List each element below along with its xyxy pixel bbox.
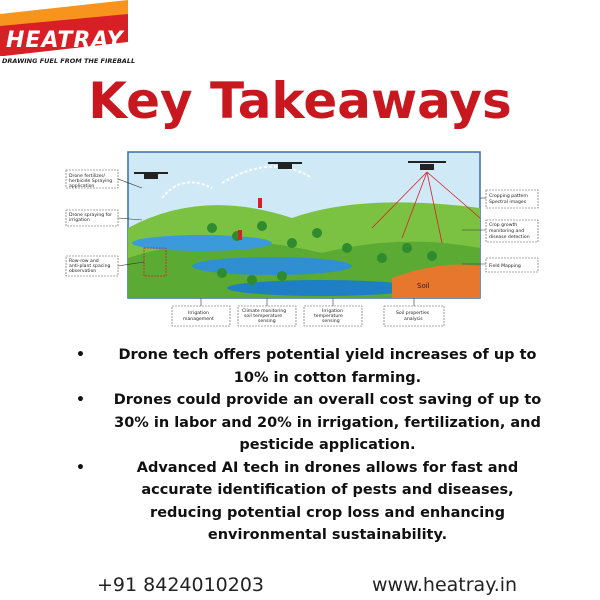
diagram-label-bottom-2: Climate monitoring soil temperature sensing: [242, 309, 287, 324]
page-title: Key Takeaways: [88, 72, 512, 130]
diagram-label-left-1: Drone fertilizer/ herbicide Spraying application: [69, 174, 113, 189]
list-item: [60, 389, 550, 457]
list-item: [60, 457, 550, 547]
bullet-icon: •: [76, 459, 85, 476]
diagram-label-right-3: Field Mapping: [489, 264, 521, 269]
diagram-label-right-1: Cropping pattern Spectral images: [489, 194, 529, 205]
diagram-label-right-2: Crop growth monitoring and disease detection: [489, 223, 530, 240]
takeaway-text: Drone tech offers potential yield increases of up to 10% in cotton farming.: [118, 347, 537, 386]
logo-tagline: DRAWING FUEL FROM THE FIREBALL: [2, 57, 136, 65]
takeaways-list: [60, 344, 550, 547]
heatray-logo: [0, 0, 140, 70]
soil-label: Soil: [417, 282, 430, 290]
diagram-label-left-3: Row-row and anti-plant spacing observation: [69, 259, 111, 274]
takeaway-text: Drones could provide an overall cost saving of up to 30% in labor and 20% in irrigation, fertilization, and pesticide application.: [113, 392, 542, 453]
list-item: [60, 344, 550, 389]
drone-agriculture-diagram: [62, 148, 542, 330]
logo-wordmark: HEATRAY: [6, 28, 124, 53]
diagram-label-bottom-1: Irrigation management: [183, 311, 214, 322]
bullet-icon: •: [76, 392, 85, 408]
bullet-icon: •: [76, 347, 85, 363]
takeaway-text: Advanced AI tech in drones allows for fast and accurate identification of pests and diseases, reducing potential crop loss and enhancing environmental sustainability.: [136, 459, 519, 543]
diagram-label-left-2: Drone spraying for irrigation: [69, 213, 112, 223]
diagram-label-bottom-3: Irrigation temperature sensing: [314, 309, 343, 324]
contact-phone[interactable]: +91 8424010203: [97, 574, 265, 596]
diagram-label-bottom-4: Soil properties analysis: [396, 311, 430, 322]
website-link[interactable]: www.heatray.in: [372, 574, 518, 596]
